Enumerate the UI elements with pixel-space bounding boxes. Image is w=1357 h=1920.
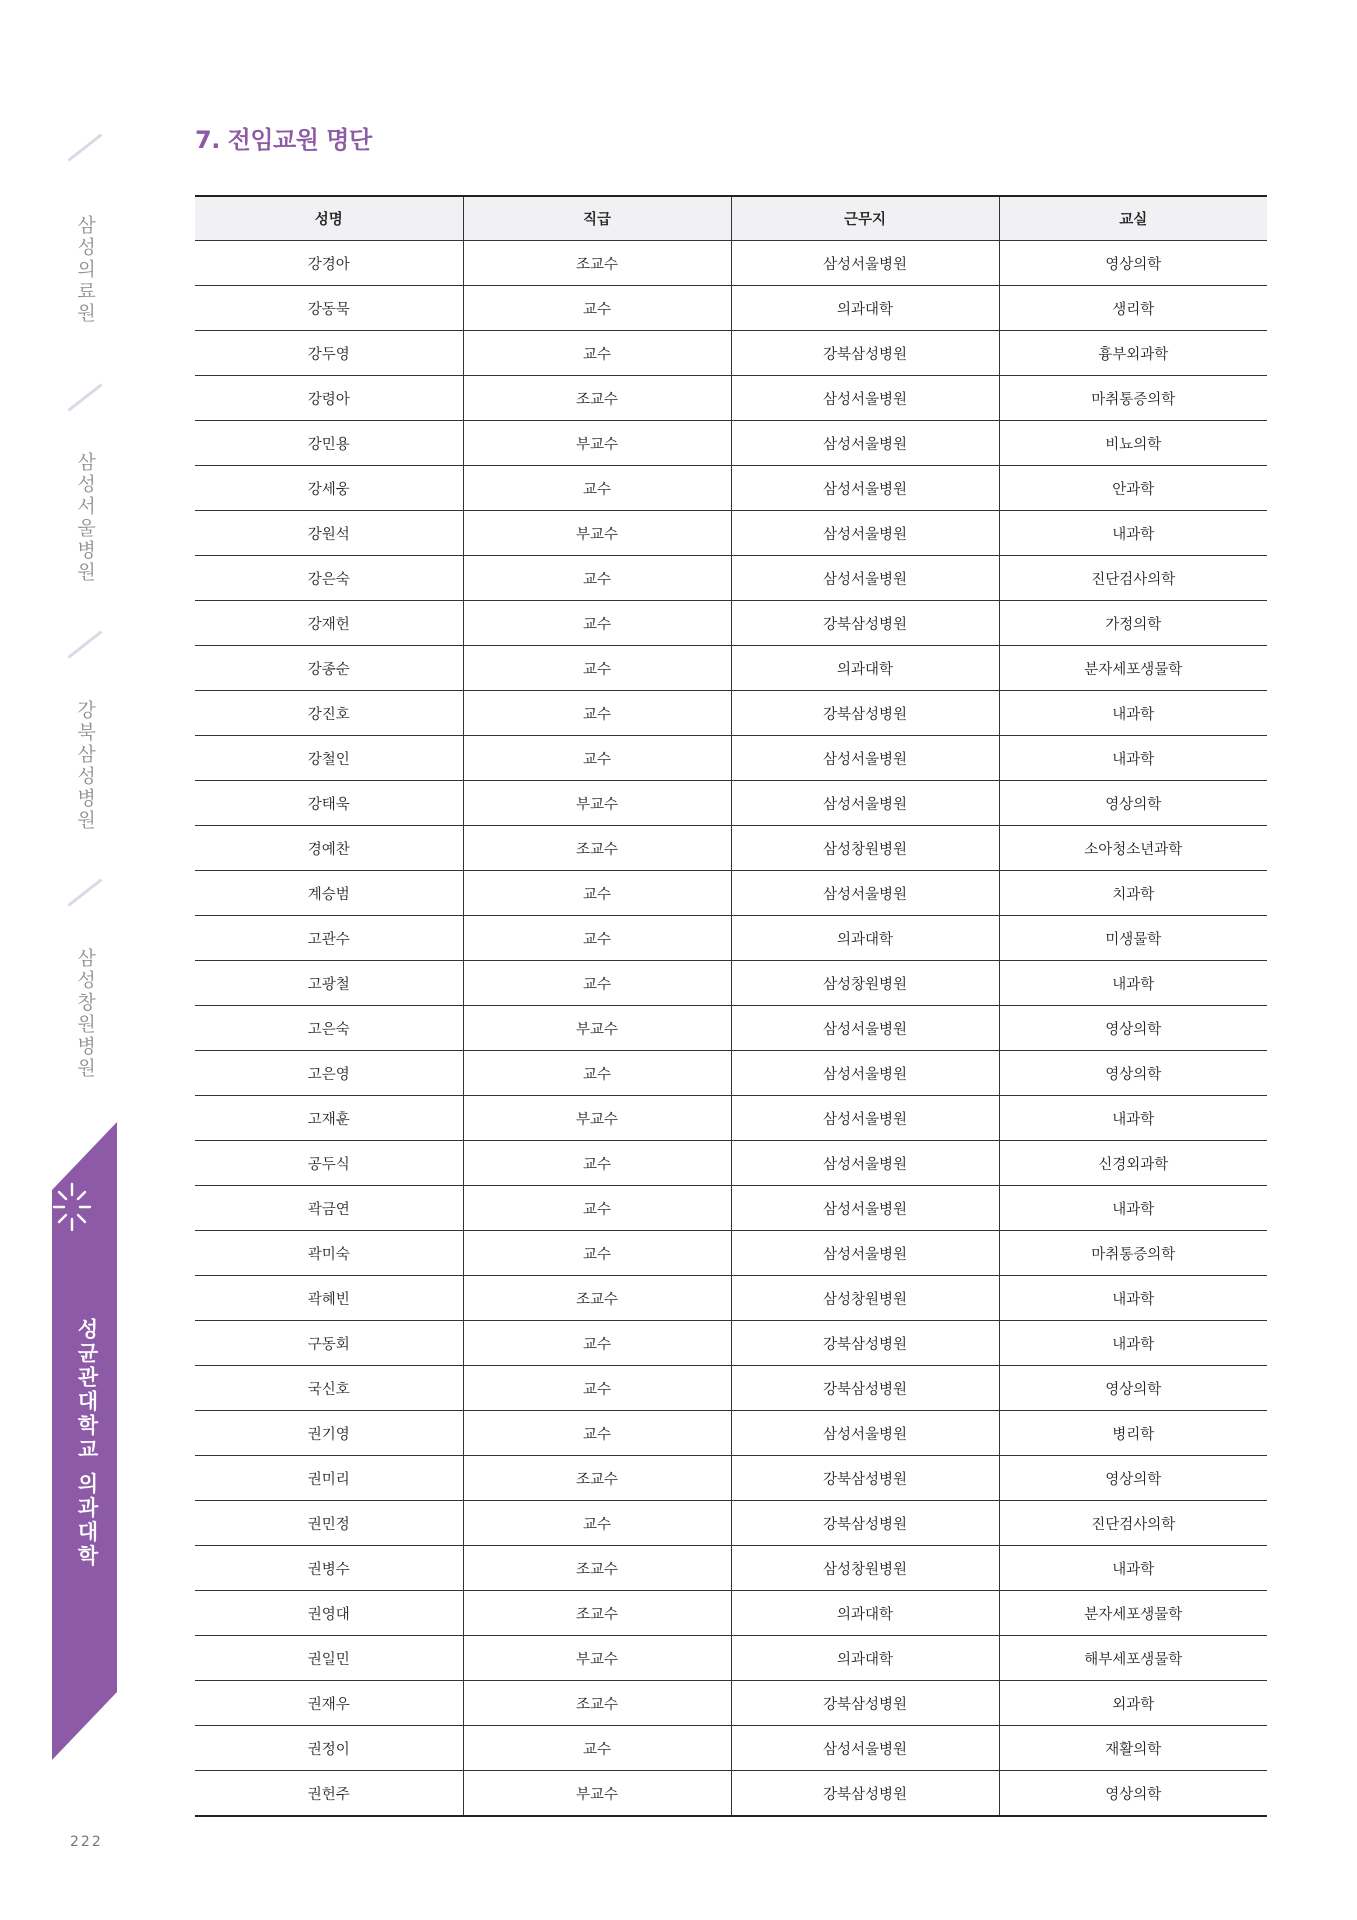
- cell-name: 강두영: [195, 331, 463, 376]
- cell-name: 강령아: [195, 376, 463, 421]
- table-row: [195, 1186, 1267, 1231]
- table-row: [195, 241, 1267, 286]
- cell-name: 강경아: [195, 241, 463, 286]
- cell-department: 해부세포생물학: [999, 1636, 1267, 1681]
- cell-rank: 부교수: [463, 1636, 731, 1681]
- cell-workplace: 강북삼성병원: [731, 691, 999, 736]
- cell-workplace: 삼성서울병원: [731, 1186, 999, 1231]
- cell-department: 내과학: [999, 961, 1267, 1006]
- cell-rank: 교수: [463, 556, 731, 601]
- table-header-row: [195, 196, 1267, 241]
- cell-department: 진단검사의학: [999, 556, 1267, 601]
- cell-rank: 부교수: [463, 421, 731, 466]
- divider-slash: [68, 383, 103, 411]
- column-header-workplace: 근무지: [731, 196, 999, 241]
- sidebar-section-kangbuk-samsung-hospital: 강북삼성병원: [74, 700, 96, 832]
- cell-department: 미생물학: [999, 916, 1267, 961]
- cell-rank: 교수: [463, 1186, 731, 1231]
- cell-department: 마취통증의학: [999, 376, 1267, 421]
- cell-department: 소아청소년과학: [999, 826, 1267, 871]
- cell-rank: 교수: [463, 871, 731, 916]
- cell-department: 마취통증의학: [999, 1231, 1267, 1276]
- cell-department: 영상의학: [999, 1771, 1267, 1817]
- sidebar: [0, 0, 140, 1920]
- table-row: [195, 1321, 1267, 1366]
- cell-workplace: 삼성창원병원: [731, 961, 999, 1006]
- table-row: [195, 1276, 1267, 1321]
- cell-name: 강세웅: [195, 466, 463, 511]
- cell-name: 권미리: [195, 1456, 463, 1501]
- cell-rank: 교수: [463, 916, 731, 961]
- cell-rank: 교수: [463, 961, 731, 1006]
- cell-rank: 부교수: [463, 1006, 731, 1051]
- table-body: [195, 241, 1267, 1817]
- table-row: [195, 1006, 1267, 1051]
- cell-workplace: 삼성창원병원: [731, 1276, 999, 1321]
- page-title: 7. 전임교원 명단: [195, 126, 372, 154]
- table-row: [195, 826, 1267, 871]
- cell-workplace: 삼성창원병원: [731, 1546, 999, 1591]
- cell-rank: 교수: [463, 1411, 731, 1456]
- cell-rank: 교수: [463, 1366, 731, 1411]
- cell-workplace: 강북삼성병원: [731, 1771, 999, 1817]
- cell-rank: 조교수: [463, 826, 731, 871]
- table-row: [195, 736, 1267, 781]
- cell-workplace: 삼성서울병원: [731, 1726, 999, 1771]
- table-row: [195, 511, 1267, 556]
- cell-rank: 조교수: [463, 1591, 731, 1636]
- cell-department: 내과학: [999, 1096, 1267, 1141]
- table-row: [195, 466, 1267, 511]
- column-header-department: 교실: [999, 196, 1267, 241]
- cell-rank: 조교수: [463, 1681, 731, 1726]
- cell-department: 생리학: [999, 286, 1267, 331]
- cell-department: 재활의학: [999, 1726, 1267, 1771]
- cell-department: 가정의학: [999, 601, 1267, 646]
- cell-rank: 교수: [463, 466, 731, 511]
- cell-name: 강민용: [195, 421, 463, 466]
- cell-name: 강은숙: [195, 556, 463, 601]
- cell-rank: 교수: [463, 646, 731, 691]
- cell-workplace: 강북삼성병원: [731, 1321, 999, 1366]
- sparkle-icon: [50, 1180, 94, 1234]
- cell-workplace: 의과대학: [731, 286, 999, 331]
- cell-department: 치과학: [999, 871, 1267, 916]
- cell-department: 분자세포생물학: [999, 1591, 1267, 1636]
- cell-department: 외과학: [999, 1681, 1267, 1726]
- sidebar-section-samsung-changwon-hospital: 삼성창원병원: [74, 948, 96, 1080]
- cell-department: 영상의학: [999, 1006, 1267, 1051]
- cell-workplace: 강북삼성병원: [731, 1681, 999, 1726]
- cell-workplace: 삼성서울병원: [731, 1411, 999, 1456]
- cell-workplace: 의과대학: [731, 1636, 999, 1681]
- table-row: [195, 871, 1267, 916]
- table-row: [195, 961, 1267, 1006]
- table-row: [195, 1726, 1267, 1771]
- cell-department: 내과학: [999, 1186, 1267, 1231]
- cell-name: 권정이: [195, 1726, 463, 1771]
- divider-slash: [68, 878, 103, 906]
- table-row: [195, 376, 1267, 421]
- table-row: [195, 286, 1267, 331]
- cell-department: 영상의학: [999, 1456, 1267, 1501]
- cell-workplace: 삼성서울병원: [731, 511, 999, 556]
- cell-workplace: 삼성서울병원: [731, 736, 999, 781]
- cell-department: 영상의학: [999, 241, 1267, 286]
- cell-workplace: 삼성서울병원: [731, 556, 999, 601]
- cell-name: 권헌주: [307, 1786, 350, 1803]
- faculty-roster-table: [195, 195, 1267, 1817]
- cell-department: 내과학: [999, 691, 1267, 736]
- cell-workplace: 삼성서울병원: [731, 421, 999, 466]
- cell-name: 권영대: [195, 1591, 463, 1636]
- sidebar-section-samsung-medical-center: 삼성의료원: [74, 215, 96, 325]
- table-row: [195, 1591, 1267, 1636]
- table-row: [195, 646, 1267, 691]
- cell-department: 내과학: [999, 1321, 1267, 1366]
- cell-department: 영상의학: [999, 1051, 1267, 1096]
- table-row: [195, 1456, 1267, 1501]
- table-row: [195, 1141, 1267, 1186]
- cell-rank: 부교수: [463, 781, 731, 826]
- cell-name: 강동묵: [195, 286, 463, 331]
- cell-workplace: 삼성서울병원: [731, 466, 999, 511]
- table-row: [195, 1771, 1267, 1817]
- cell-name: 국신호: [195, 1366, 463, 1411]
- cell-workplace: 삼성서울병원: [731, 781, 999, 826]
- cell-department: 안과학: [999, 466, 1267, 511]
- cell-workplace: 의과대학: [731, 916, 999, 961]
- cell-rank: 교수: [463, 601, 731, 646]
- cell-name: 고관수: [195, 916, 463, 961]
- cell-rank: 부교수: [463, 511, 731, 556]
- cell-name: 곽미숙: [195, 1231, 463, 1276]
- cell-department: 영상의학: [999, 1366, 1267, 1411]
- table-row: [195, 1411, 1267, 1456]
- cell-rank: 교수: [463, 1321, 731, 1366]
- divider-slash: [68, 133, 103, 161]
- table-row: [195, 1051, 1267, 1096]
- cell-rank: 조교수: [463, 241, 731, 286]
- cell-rank: 조교수: [463, 1546, 731, 1591]
- cell-department: 비뇨의학: [999, 421, 1267, 466]
- table-row: [195, 1501, 1267, 1546]
- cell-rank: 조교수: [463, 376, 731, 421]
- table-row: [195, 601, 1267, 646]
- cell-name: 권병수: [195, 1546, 463, 1591]
- cell-name: 곽금연: [195, 1186, 463, 1231]
- cell-name: 경예찬: [195, 826, 463, 871]
- cell-name: 강태욱: [195, 781, 463, 826]
- cell-rank: 교수: [463, 691, 731, 736]
- cell-name: 강재헌: [195, 601, 463, 646]
- table-row: [195, 1231, 1267, 1276]
- cell-name: 강철인: [195, 736, 463, 781]
- cell-rank: 부교수: [463, 1096, 731, 1141]
- cell-rank: 교수: [463, 1726, 731, 1771]
- table-row: [195, 1546, 1267, 1591]
- cell-department: 내과학: [999, 1276, 1267, 1321]
- cell-name: 권재우: [195, 1681, 463, 1726]
- table-row: [195, 1681, 1267, 1726]
- cell-name: 고재훈: [195, 1096, 463, 1141]
- cell-department: 흉부외과학: [999, 331, 1267, 376]
- cell-workplace: 의과대학: [731, 1591, 999, 1636]
- cell-name: 고은영: [195, 1051, 463, 1096]
- cell-department: 내과학: [999, 1546, 1267, 1591]
- cell-workplace: 삼성창원병원: [731, 826, 999, 871]
- cell-workplace: 삼성서울병원: [731, 1006, 999, 1051]
- cell-rank: 교수: [463, 736, 731, 781]
- cell-workplace: 강북삼성병원: [731, 1501, 999, 1546]
- cell-name: 고은숙: [195, 1006, 463, 1051]
- table-row: [195, 556, 1267, 601]
- cell-workplace: 삼성서울병원: [731, 241, 999, 286]
- cell-department: 신경외과학: [999, 1141, 1267, 1186]
- cell-department: 진단검사의학: [999, 1501, 1267, 1546]
- divider-slash: [68, 630, 103, 658]
- table-row: [195, 691, 1267, 736]
- cell-rank: 교수: [463, 1051, 731, 1096]
- cell-workplace: 삼성서울병원: [731, 871, 999, 916]
- table-row: [195, 331, 1267, 376]
- cell-workplace: 삼성서울병원: [731, 1141, 999, 1186]
- cell-rank: 교수: [463, 286, 731, 331]
- cell-workplace: 삼성서울병원: [731, 1051, 999, 1096]
- table-row: [195, 1636, 1267, 1681]
- cell-name: 강진호: [195, 691, 463, 736]
- cell-name: 권일민: [195, 1636, 463, 1681]
- cell-name: 공두식: [195, 1141, 463, 1186]
- table-row: [195, 781, 1267, 826]
- cell-workplace: 삼성서울병원: [731, 1231, 999, 1276]
- cell-workplace: 강북삼성병원: [731, 1456, 999, 1501]
- cell-name: 권민정: [195, 1501, 463, 1546]
- cell-workplace: 삼성서울병원: [731, 1096, 999, 1141]
- cell-rank: 교수: [463, 1141, 731, 1186]
- cell-rank: 교수: [463, 1231, 731, 1276]
- table-row: [195, 421, 1267, 466]
- cell-workplace: 의과대학: [731, 646, 999, 691]
- column-header-name: 성명: [195, 196, 463, 241]
- cell-department: 병리학: [999, 1411, 1267, 1456]
- cell-name: 강원석: [195, 511, 463, 556]
- cell-name: 구동회: [195, 1321, 463, 1366]
- cell-department: 내과학: [999, 511, 1267, 556]
- cell-department: 분자세포생물학: [999, 646, 1267, 691]
- cell-rank: 교수: [463, 331, 731, 376]
- cell-department: 내과학: [999, 736, 1267, 781]
- cell-rank: 조교수: [463, 1456, 731, 1501]
- cell-name: 계승범: [195, 871, 463, 916]
- sidebar-section-samsung-seoul-hospital: 삼성서울병원: [74, 452, 96, 584]
- cell-workplace: 강북삼성병원: [731, 331, 999, 376]
- cell-workplace: 강북삼성병원: [731, 1366, 999, 1411]
- page-number: 222: [70, 1834, 103, 1850]
- table-row: [195, 916, 1267, 961]
- column-header-rank: 직급: [463, 196, 731, 241]
- table-row: [195, 1366, 1267, 1411]
- cell-name: 곽혜빈: [195, 1276, 463, 1321]
- cell-name: 권기영: [195, 1411, 463, 1456]
- table-row: [195, 1096, 1267, 1141]
- sidebar-section-skku-medicine: 성균관대학교 의과대학: [75, 1318, 99, 1569]
- cell-name: 강종순: [195, 646, 463, 691]
- cell-workplace: 삼성서울병원: [731, 376, 999, 421]
- cell-workplace: 강북삼성병원: [731, 601, 999, 646]
- cell-rank: 조교수: [463, 1276, 731, 1321]
- cell-name: 고광철: [195, 961, 463, 1006]
- cell-rank: 교수: [463, 1501, 731, 1546]
- cell-department: 영상의학: [999, 781, 1267, 826]
- cell-rank: 부교수: [463, 1771, 731, 1817]
